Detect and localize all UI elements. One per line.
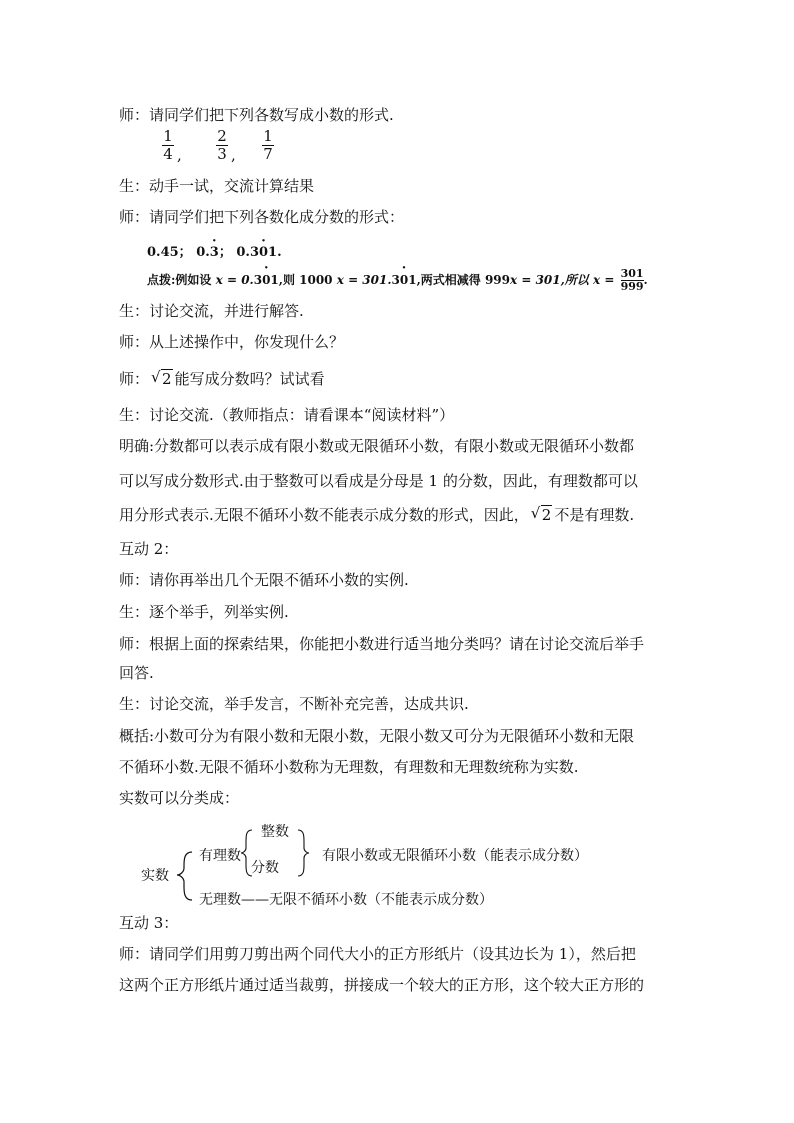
text-line: 师：根据上面的探索结果，你能把小数进行适当地分类吗？请在讨论交流后举手 bbox=[119, 635, 645, 653]
sqrt-2 bbox=[151, 369, 173, 389]
text-line: 这两个正方形纸片通过适当裁剪，拼接成一个较大的正方形，这个较大正方形的 bbox=[119, 976, 645, 994]
text-line: 生：讨论交流，并进行解答. bbox=[119, 302, 304, 320]
text-line: 生：逐个举手，列举实例. bbox=[119, 603, 289, 621]
denominator: 4 bbox=[163, 145, 173, 163]
repeating-digit: 3 · bbox=[210, 243, 219, 263]
radicand: 2 bbox=[162, 370, 172, 388]
tree-root: 实数 bbox=[141, 868, 169, 884]
text-suffix: 不是有理数. bbox=[554, 506, 635, 524]
text-line: 师：请你再举出几个无限不循环小数的实例. bbox=[119, 571, 409, 589]
denominator: 7 bbox=[263, 145, 273, 163]
text-line: 实数可以分类成： bbox=[119, 789, 240, 807]
text-line bbox=[119, 369, 325, 389]
fraction-301-999 bbox=[621, 268, 644, 293]
section-heading: 互动 2： bbox=[119, 540, 179, 558]
denominator: 999 bbox=[620, 280, 644, 293]
brace-closing bbox=[298, 830, 309, 876]
tree-integer: 整数 bbox=[261, 824, 289, 840]
fraction-1-4 bbox=[158, 128, 178, 163]
repeating-digits: 301 · bbox=[392, 270, 417, 290]
irrational-note: ——无限不循环小数（不能表示成分数） bbox=[241, 892, 493, 908]
text-line: 师：从上述操作中，你发现什么？ bbox=[119, 333, 345, 351]
numerator: 301 bbox=[620, 267, 644, 280]
denominator: 3 bbox=[217, 145, 227, 163]
hint-part: x = 0. bbox=[215, 273, 254, 287]
text-line: 生：讨论交流，举手发言，不断补充完善，达成共识. bbox=[119, 695, 469, 713]
hint-part: ,两式相减得 999 bbox=[416, 273, 510, 287]
decimal-int: 0. bbox=[236, 245, 250, 260]
text-prefix: 用分形式表示.无限不循环小数不能表示成分数的形式，因此， bbox=[119, 506, 529, 524]
hint-line: 点拨:例如设 x = 0.301 ·,则 1000 x = 301.301 ·,两式相减得 999x = 301,所以 $x = \frac{301}{999}$. bbox=[147, 268, 648, 293]
tree-irrational bbox=[199, 889, 493, 909]
numerator: 1 bbox=[163, 127, 173, 145]
text-line: 师：请同学们用剪刀剪出两个同代大小的正方形纸片（设其边长为 1），然后把 bbox=[119, 945, 636, 963]
radicand: 2 bbox=[541, 506, 552, 524]
decimal-list bbox=[147, 243, 282, 263]
text-prefix: 师： bbox=[119, 370, 150, 388]
text-line: 明确:分数都可以表示成有限小数或无限循环小数，有限小数或无限循环小数都 bbox=[119, 437, 635, 455]
hint-prefix: 点拨:例如设 bbox=[147, 273, 212, 287]
section-heading: 互动 3： bbox=[119, 914, 179, 932]
sqrt-2 bbox=[531, 505, 553, 525]
text-suffix: 能写成分数吗？试试看 bbox=[174, 370, 325, 388]
irrational-label: 无理数 bbox=[199, 892, 241, 908]
text-line bbox=[119, 505, 634, 525]
text-line: 可以写成分数形式.由于整数可以看成是分母是 1 的分数，因此，有理数都可以 bbox=[119, 472, 638, 490]
repeating-digits: 301 · bbox=[254, 270, 279, 290]
text-line: 概括:小数可分为有限小数和无限小数，无限小数又可分为无限循环小数和无限 bbox=[119, 727, 635, 745]
separator: ； bbox=[218, 245, 232, 260]
text-line: 生：讨论交流.（教师指点：请看课本“阅读材料”） bbox=[119, 406, 455, 424]
separator: . bbox=[277, 245, 282, 260]
decimal-int: 0. bbox=[196, 245, 210, 260]
tree-rational-note: 有限小数或无限循环小数（能表示成分数） bbox=[322, 848, 588, 864]
fraction-1-7 bbox=[258, 128, 278, 163]
radical-icon: √ bbox=[530, 504, 541, 522]
text-line: 生：动手一试，交流计算结果 bbox=[119, 177, 315, 195]
text-line: 不循环小数.无限不循环小数称为无理数，有理数和无理数统称为实数. bbox=[119, 758, 579, 776]
decimal-045: 0.45； bbox=[147, 245, 192, 260]
hint-part: x = 301,所以 bbox=[510, 273, 589, 287]
numerator: 1 bbox=[263, 127, 273, 145]
tree-rational: 有理数 bbox=[199, 848, 241, 864]
tree-fraction: 分数 bbox=[251, 860, 279, 876]
text-line: 师：请同学们把下列各数写成小数的形式. bbox=[119, 106, 394, 124]
fraction-2-3 bbox=[212, 128, 232, 163]
separator: , bbox=[231, 146, 236, 164]
brace-root bbox=[177, 852, 192, 900]
text-line: 师：请同学们把下列各数化成分数的形式： bbox=[119, 208, 405, 226]
hint-part: ,则 1000 bbox=[278, 273, 333, 287]
hint-part: x = bbox=[592, 273, 615, 287]
numerator: 2 bbox=[217, 127, 227, 145]
repeating-digits: 301 · bbox=[250, 243, 277, 263]
text-line: 回答. bbox=[119, 664, 154, 682]
hint-part: x = 301. bbox=[336, 273, 392, 287]
radical-icon: √ bbox=[151, 368, 161, 386]
separator: , bbox=[177, 146, 182, 164]
